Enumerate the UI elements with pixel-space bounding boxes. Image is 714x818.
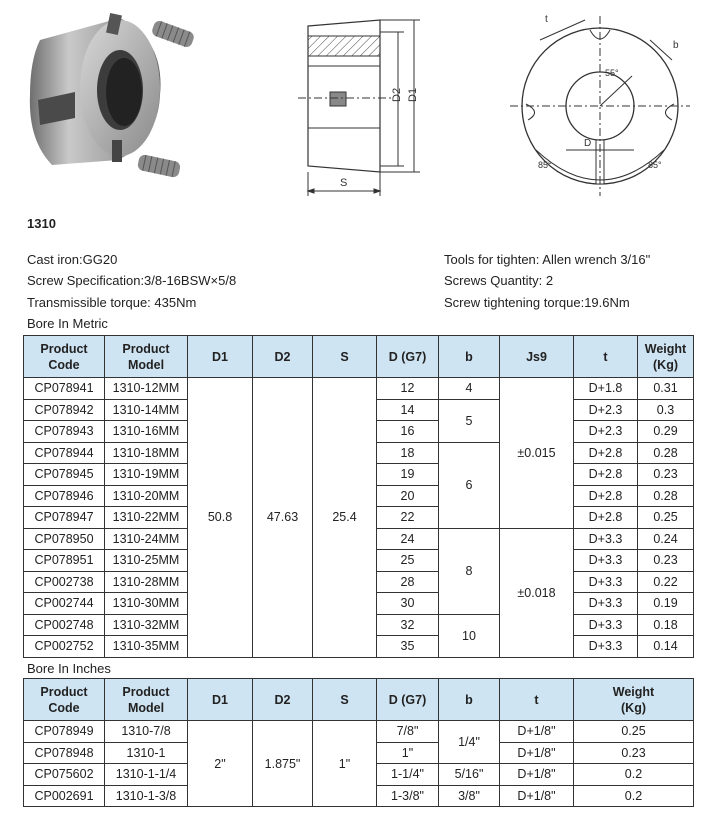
col-d1: D1 [188,336,253,378]
cell-weight: 0.19 [638,593,694,615]
cell-product-code: CP078944 [24,442,105,464]
front-view-drawing [510,16,690,196]
cell-d-g7: 24 [377,528,439,550]
cell-t: D+1/8" [500,721,574,743]
spec-material: Cast iron:GG20 [27,252,118,267]
cell-d2: 1.875" [253,721,313,807]
cell-weight: 0.2 [574,785,694,807]
cell-product-code: CP078950 [24,528,105,550]
cell-product-code: CP078946 [24,485,105,507]
cell-d-g7: 1" [377,742,439,764]
angle-85-right-label: 85° [648,160,662,170]
cell-weight: 0.14 [638,636,694,658]
cell-d-g7: 12 [377,378,439,400]
angle-85-left-label: 85° [538,160,552,170]
cell-product-model: 1310-30MM [105,593,188,615]
inches-section-label: Bore In Inches [27,661,111,676]
cell-js9: ±0.015 [500,378,574,529]
set-screw-top [151,19,196,48]
cell-product-model: 1310-24MM [105,528,188,550]
side-section-drawing [298,20,420,196]
cell-weight: 0.2 [574,764,694,786]
col-product-code: Product Code [24,336,105,378]
cell-product-model: 1310-1-3/8 [105,785,188,807]
cell-b: 5 [439,399,500,442]
cell-t: D+1/8" [500,764,574,786]
dim-d-label: D [584,138,592,149]
col-js9: Js9 [500,336,574,378]
cell-t: D+1/8" [500,785,574,807]
cell-weight: 0.25 [638,507,694,529]
cell-t: D+3.3 [574,528,638,550]
dim-b-label: b [673,40,679,51]
col-d-g7: D (G7) [377,679,439,721]
table-row [24,378,694,400]
cell-weight: 0.29 [638,421,694,443]
cell-t: D+2.8 [574,464,638,486]
cell-product-model: 1310-12MM [105,378,188,400]
cell-d-g7: 14 [377,399,439,421]
cell-js9: ±0.018 [500,528,574,657]
cell-product-model: 1310-16MM [105,421,188,443]
cell-product-code: CP002744 [24,593,105,615]
cell-d-g7: 30 [377,593,439,615]
dim-d2-label: D2 [391,87,403,102]
cell-product-code: CP078951 [24,550,105,572]
col-d1: D1 [188,679,253,721]
cell-d-g7: 25 [377,550,439,572]
col-product-model: Product Model [105,679,188,721]
cell-b: 4 [439,378,500,400]
spec-torque: Transmissible torque: 435Nm [27,295,197,310]
cell-b: 1/4" [439,721,500,764]
cell-product-model: 1310-22MM [105,507,188,529]
cell-weight: 0.22 [638,571,694,593]
cell-product-code: CP078943 [24,421,105,443]
cell-t: D+2.3 [574,421,638,443]
cell-d2: 47.63 [253,378,313,658]
cell-b: 10 [439,614,500,657]
cell-b: 6 [439,442,500,528]
cell-t: D+3.3 [574,571,638,593]
cell-d-g7: 1-1/4" [377,764,439,786]
cell-product-model: 1310-32MM [105,614,188,636]
cell-weight: 0.25 [574,721,694,743]
cell-weight: 0.24 [638,528,694,550]
cell-product-model: 1310-1-1/4 [105,764,188,786]
spec-tools: Tools for tighten: Allen wrench 3/16" [444,252,651,267]
metric-section-label: Bore In Metric [27,316,108,331]
dim-d1-label: D1 [407,87,419,102]
cell-t: D+2.8 [574,442,638,464]
col-d-g7: D (G7) [377,336,439,378]
cell-t: D+3.3 [574,614,638,636]
cell-b: 3/8" [439,785,500,807]
cell-product-code: CP078948 [24,742,105,764]
spec-tight-torque: Screw tightening torque:19.6Nm [444,295,630,310]
cell-product-code: CP078941 [24,378,105,400]
cell-product-code: CP002748 [24,614,105,636]
angle-55-label: 55° [605,68,619,78]
set-screw-bottom [137,154,181,178]
product-drawings [0,0,714,205]
spec-screw: Screw Specification:3/8-16BSW×5/8 [27,273,237,288]
col-product-code: Product Code [24,679,105,721]
cell-t: D+2.8 [574,507,638,529]
col-t: t [574,336,638,378]
cell-t: D+2.8 [574,485,638,507]
cell-weight: 0.3 [638,399,694,421]
col-s: S [313,336,377,378]
cell-product-model: 1310-20MM [105,485,188,507]
cell-product-code: CP078942 [24,399,105,421]
col-s: S [313,679,377,721]
cell-d-g7: 22 [377,507,439,529]
cell-t: D+1.8 [574,378,638,400]
cell-d-g7: 35 [377,636,439,658]
cell-weight: 0.28 [638,442,694,464]
cell-product-model: 1310-14MM [105,399,188,421]
product-title: 1310 [27,216,56,231]
cell-d1: 50.8 [188,378,253,658]
col-d2: D2 [253,336,313,378]
col-d2: D2 [253,679,313,721]
cell-weight: 0.23 [574,742,694,764]
cell-s: 1" [313,721,377,807]
cell-b: 5/16" [439,764,500,786]
col-t: t [500,679,574,721]
cell-weight: 0.23 [638,550,694,572]
cell-d-g7: 20 [377,485,439,507]
cell-weight: 0.23 [638,464,694,486]
inches-table [23,678,694,807]
cell-product-model: 1310-25MM [105,550,188,572]
cell-b: 8 [439,528,500,614]
cell-d-g7: 18 [377,442,439,464]
col-weight: Weight (Kg) [638,336,694,378]
table-row [24,721,694,743]
cell-t: D+1/8" [500,742,574,764]
cell-d-g7: 28 [377,571,439,593]
cell-t: D+3.3 [574,636,638,658]
cell-weight: 0.28 [638,485,694,507]
cell-product-model: 1310-1 [105,742,188,764]
spec-screws-qty: Screws Quantity: 2 [444,273,554,288]
col-weight: Weight (Kg) [574,679,694,721]
cell-product-model: 1310-28MM [105,571,188,593]
cell-weight: 0.31 [638,378,694,400]
cell-product-model: 1310-7/8 [105,721,188,743]
col-product-model: Product Model [105,336,188,378]
cell-product-code: CP002738 [24,571,105,593]
dim-t-label: t [545,14,548,25]
col-b: b [439,679,500,721]
cell-d-g7: 16 [377,421,439,443]
cell-product-code: CP075602 [24,764,105,786]
cell-t: D+2.3 [574,399,638,421]
cell-product-code: CP002752 [24,636,105,658]
cell-d-g7: 32 [377,614,439,636]
cell-product-code: CP002691 [24,785,105,807]
col-b: b [439,336,500,378]
metric-table [23,335,694,658]
cell-weight: 0.18 [638,614,694,636]
cell-product-model: 1310-18MM [105,442,188,464]
cell-product-code: CP078945 [24,464,105,486]
bushing-photo [30,13,196,178]
dim-s-label: S [340,177,348,189]
cell-t: D+3.3 [574,593,638,615]
cell-d-g7: 7/8" [377,721,439,743]
cell-product-model: 1310-19MM [105,464,188,486]
cell-product-code: CP078947 [24,507,105,529]
cell-product-model: 1310-35MM [105,636,188,658]
cell-s: 25.4 [313,378,377,658]
cell-t: D+3.3 [574,550,638,572]
cell-d1: 2" [188,721,253,807]
cell-d-g7: 19 [377,464,439,486]
cell-d-g7: 1-3/8" [377,785,439,807]
cell-product-code: CP078949 [24,721,105,743]
